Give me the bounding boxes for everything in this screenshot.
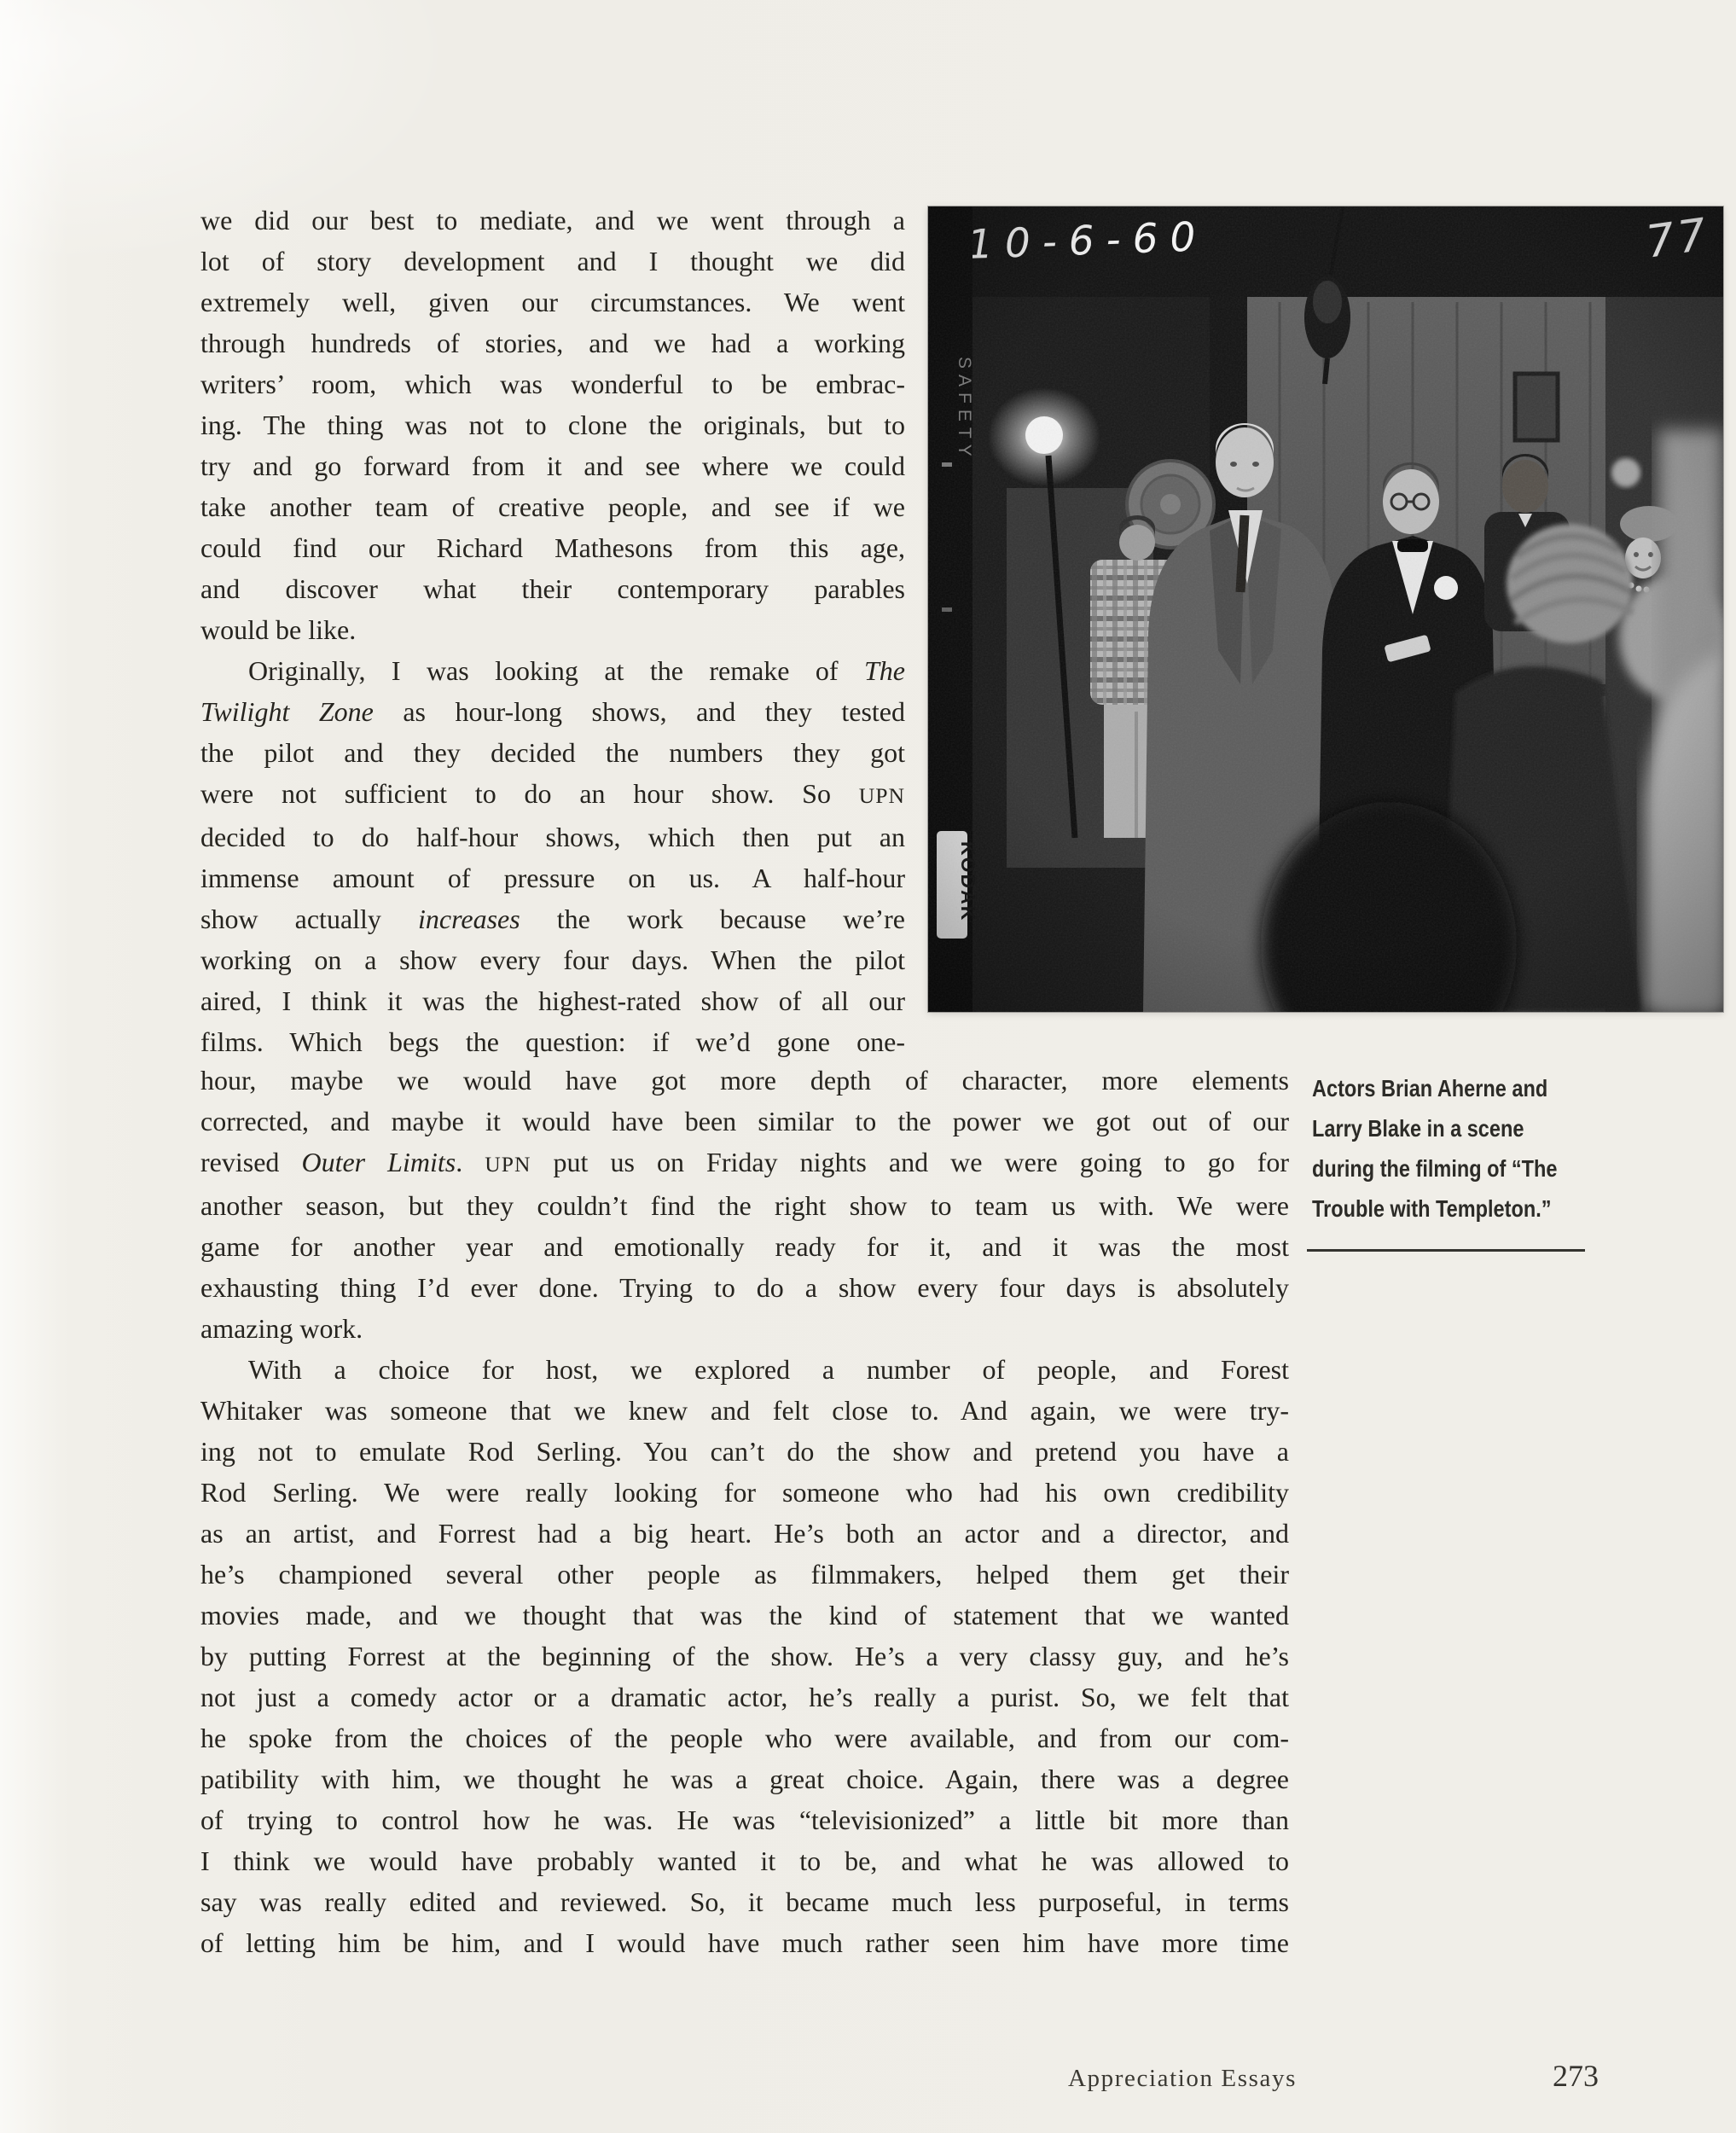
page-number: 273 — [1553, 2059, 1599, 2093]
text-line: decided to do half-hour shows, which then put an — [200, 822, 905, 852]
photo-caption — [1312, 1068, 1599, 1229]
text-line: immense amount of pressure on us. A half-hour — [200, 863, 905, 893]
text-line: by putting Forrest at the beginning of the show. He’s a very classy guy, and he’s — [200, 1641, 1289, 1671]
text-line: through hundreds of stories, and we had a working — [200, 328, 905, 358]
text-line: not just a comedy actor or a dramatic actor, he’s really a purist. So, we felt that — [200, 1682, 1289, 1712]
text-line: Actors Brian Aherne and — [1312, 1075, 1548, 1101]
text-line: were not sufficient to do an hour show. So UPN — [200, 778, 905, 809]
text-line: hour, maybe we would have got more depth of character, more elements — [200, 1065, 1289, 1096]
text-line: writers’ room, which was wonderful to be embrac- — [200, 369, 905, 399]
text-line: he spoke from the choices of the people who were available, and from our com- — [200, 1723, 1289, 1753]
footer-section-title: Appreciation Essays — [1068, 2065, 1297, 2092]
text-line: films. Which begs the question: if we’d gone one- — [200, 1026, 905, 1057]
body-text-column-wide — [200, 1060, 1289, 1963]
body-text-column-narrow — [200, 200, 905, 1062]
text-line: we did our best to mediate, and we went through a — [200, 205, 905, 235]
text-line: Originally, I was looking at the remake of The — [248, 655, 905, 686]
text-line: try and go forward from it and see where we could — [200, 450, 905, 481]
text-line: ing. The thing was not to clone the originals, but to — [200, 410, 905, 440]
text-line: could find our Richard Mathesons from this age, — [200, 532, 905, 563]
text-line: the pilot and they decided the numbers they got — [200, 737, 905, 768]
text-line: I think we would have probably wanted it to be, and what he was allowed to — [200, 1845, 1289, 1876]
text-line: another season, but they couldn’t find the right show to team us with. We were — [200, 1190, 1289, 1221]
text-line: he’s championed several other people as filmmakers, helped them get their — [200, 1559, 1289, 1590]
text-line: take another team of creative people, and see if we — [200, 491, 905, 522]
text-line: Whitaker was someone that we knew and felt close to. And again, we were try- — [200, 1395, 1289, 1426]
text-line: during the filming of “The — [1312, 1155, 1558, 1182]
text-line: say was really edited and reviewed. So, it became much less purposeful, in terms — [200, 1886, 1289, 1917]
text-line: show actually increases the work because we’re — [200, 904, 906, 934]
text-line: lot of story development and I thought we did — [200, 246, 905, 276]
text-line: aired, I think it was the highest-rated show of all our — [200, 985, 905, 1016]
caption-rule — [1307, 1249, 1585, 1252]
text-line: corrected, and maybe it would have been similar to the power we got out of our — [200, 1106, 1289, 1136]
text-line: ing not to emulate Rod Serling. You can’t do the show and pretend you have a — [200, 1436, 1289, 1467]
text-line: as an artist, and Forrest had a big heart. He’s both an actor and a director, and — [200, 1518, 1289, 1549]
production-still-photo — [928, 206, 1723, 1012]
text-line: revised Outer Limits. UPN put us on Friday nights and we were going to go for — [200, 1147, 1290, 1177]
text-line: Trouble with Templeton.” — [1312, 1195, 1552, 1222]
text-line: Larry Blake in a scene — [1312, 1115, 1524, 1142]
text-line: patibility with him, we thought he was a great choice. Again, there was a degree — [200, 1764, 1289, 1794]
text-line: movies made, and we thought that was the kind of statement that we wanted — [200, 1600, 1289, 1630]
text-line: Rod Serling. We were really looking for someone who had his own credibility — [200, 1477, 1289, 1508]
text-line: With a choice for host, we explored a number of people, and Forest — [248, 1354, 1289, 1385]
text-line: amazing work. — [200, 1313, 363, 1344]
text-line: extremely well, given our circumstances. We went — [200, 287, 905, 317]
text-line: of letting him be him, and I would have much rather seen him have more time — [200, 1927, 1289, 1958]
text-line: would be like. — [200, 614, 357, 645]
text-line: working on a show every four days. When the pilot — [200, 944, 905, 975]
text-line: Twilight Zone as hour-long shows, and they tested — [200, 696, 905, 727]
text-line: of trying to control how he was. He was “televisionized” a little bit more than — [200, 1805, 1289, 1835]
text-line: exhausting thing I’d ever done. Trying to do a show every four days is absolutely — [200, 1272, 1289, 1303]
text-line: and discover what their contemporary parables — [200, 573, 905, 604]
text-line: game for another year and emotionally ready for it, and it was the most — [200, 1231, 1289, 1262]
